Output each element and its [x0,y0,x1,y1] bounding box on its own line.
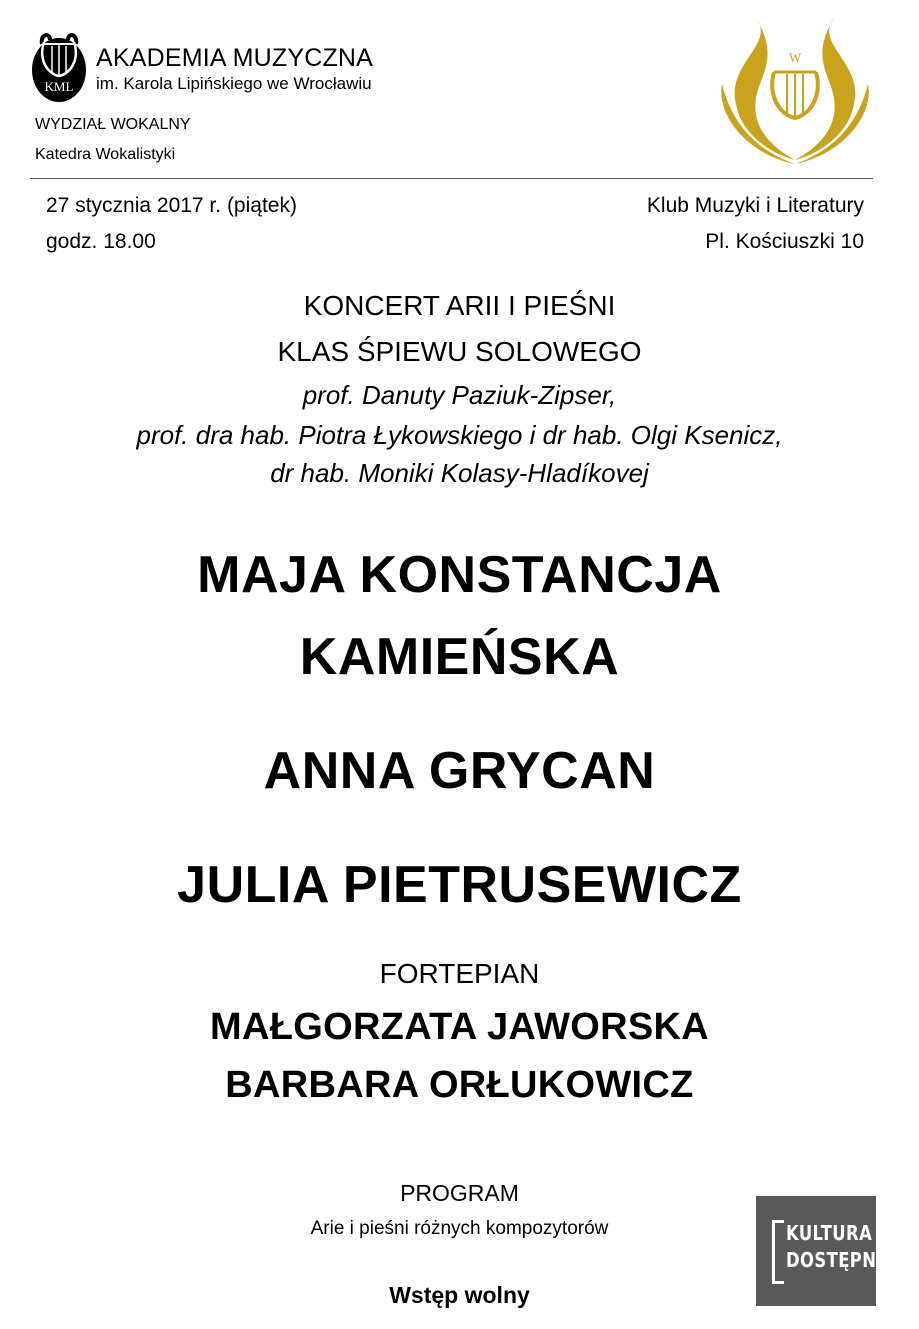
logo-monogram: KML [44,79,74,94]
chair: Katedra Wokalistyki [35,146,176,163]
kultura-dostepna-badge [756,1196,890,1306]
club-logo-text: KMiL [779,133,811,149]
program-label: PROGRAM [400,1180,519,1206]
akademia-lyre-logo [30,30,88,104]
bracket-icon [772,1220,784,1284]
event-time: godz. 18.00 [46,230,156,253]
professors-line3: dr hab. Moniki Kolasy-Hladíkovej [270,458,649,488]
department: WYDZIAŁ WOKALNY [35,116,191,133]
singer1-line1: MAJA KONSTANCJA [197,546,722,604]
concert-title-line1: KONCERT ARII I PIEŚNI [303,290,616,321]
event-venue: Klub Muzyki i Literatury [646,194,864,217]
institution-name: AKADEMIA MUZYCZNA [96,44,374,72]
event-address: Pl. Kościuszki 10 [705,230,864,253]
pianist1: MAŁGORZATA JAWORSKA [210,1006,709,1048]
singer1-line2: KAMIEŃSKA [299,628,620,686]
kmil-flame-lyre-logo [716,14,874,166]
pianist2: BARBARA ORŁUKOWICZ [225,1064,694,1106]
club-logo-mark: W [788,50,802,65]
program-description: Arie i pieśni różnych kompozytorów [310,1218,609,1239]
singer2: ANNA GRYCAN [263,742,656,800]
badge-line1: KULTURA [786,1221,873,1245]
professors-line2: prof. dra hab. Piotra Łykowskiego i dr hab. Olgi Ksenicz, [136,420,783,450]
piano-label: FORTEPIAN [379,958,540,989]
professors-line1: prof. Danuty Paziuk-Zipser, [302,380,617,410]
header-divider [30,178,873,179]
event-date: 27 stycznia 2017 r. (piątek) [46,194,297,217]
entry-free: Wstęp wolny [389,1282,530,1308]
singer3: JULIA PIETRUSEWICZ [177,856,742,914]
badge-line2: DOSTĘPNA [786,1248,890,1272]
institution-subtitle: im. Karola Lipińskiego we Wrocławiu [96,74,372,93]
concert-title-line2: KLAS ŚPIEWU SOLOWEGO [277,336,642,367]
